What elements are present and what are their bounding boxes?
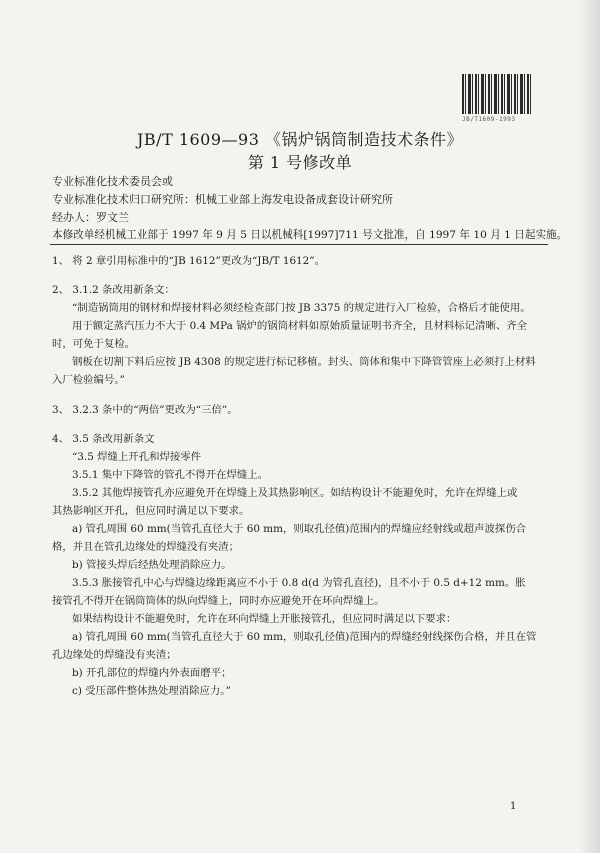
header-divider — [50, 244, 548, 245]
item-4-line: c) 受压部件整体热处理消除应力。” — [72, 685, 231, 697]
document-subtitle: 第 1 号修改单 — [247, 153, 353, 172]
item-2-line: “制造锅筒用的钢材和焊接材料必须经检查部门按 JB 3375 的规定进行入厂检验，合格后才能使用。 — [72, 302, 531, 314]
item-4-line: 格，并且在管孔边缘处的焊缝没有夹渣； — [52, 541, 240, 553]
item-4-line: b) 管接头焊后经热处理消除应力。 — [72, 559, 232, 571]
meta-handler: 经办人：罗文兰 — [52, 211, 129, 224]
item-4-line: 3.5.2 其他焊接管孔亦应避免开在焊缝上及其热影响区。如结构设计不能避免时，允许在焊缝上或 — [72, 487, 518, 499]
meta-approval: 本修改单经机械工业部于 1997 年 9 月 5 日以机械科[1997]711 号文批准，自 1997 年 10 月 1 日起实施。 — [52, 229, 568, 241]
item-4-line: 3.5.3 胀接管孔中心与焊缝边缘距离应不小于 0.8 d(d 为管孔直径)，且不小于 0.5 d+12 mm。胀 — [72, 577, 526, 589]
item-2-heading: 2、 3.1.2 条改用新条文： — [52, 284, 175, 296]
barcode-code: JB/T1609-1993 — [462, 116, 516, 123]
item-1: 1、 将 2 章引用标准中的“JB 1612”更改为“JB/T 1612”。 — [52, 255, 325, 267]
item-2-line: 钢板在切割下料后应按 JB 4308 的规定进行标记移植。封头、筒体和集中下降管管座上必须打上材料 — [72, 356, 536, 368]
item-4-line: 3.5.1 集中下降管的管孔不得开在焊缝上。 — [72, 469, 268, 481]
item-4-line: “3.5 焊缝上开孔和焊接零件 — [72, 451, 202, 463]
item-3: 3、 3.2.3 条中的“两倍”更改为“三倍”。 — [52, 404, 238, 416]
item-4-line: 如果结构设计不能避免时，允许在环向焊缝上开胀接管孔，但应同时满足以下要求： — [72, 613, 457, 625]
item-4-line: 其热影响区开孔，但应同时满足以下要求。 — [52, 505, 250, 517]
item-4-line: b) 开孔部位的焊缝内外表面磨平； — [72, 667, 232, 679]
page-number: 1 — [510, 801, 517, 812]
barcode-label — [462, 74, 532, 126]
item-2-line: 时，可免于复检。 — [52, 338, 136, 350]
barcode-image — [462, 74, 532, 114]
meta-committee: 专业标准化技术委员会或 — [52, 175, 173, 188]
item-2-line: 用于额定蒸汽压力不大于 0.4 MPa 锅炉的锅筒材料如原始质量证明书齐全，且材料标记清晰、齐全 — [72, 320, 528, 332]
item-4-line: a) 管孔周围 60 mm(当管孔直径大于 60 mm，则取孔径值)范围内的焊缝经射线探伤合格，并且在管 — [72, 631, 537, 643]
item-2-line: 入厂检验编号。” — [52, 374, 125, 386]
meta-institute: 专业标准化技术归口研究所：机械工业部上海发电设备成套设计研究所 — [52, 193, 393, 206]
document-title: JB/T 1609—93 《锅炉锅筒制造技术条件》 — [137, 130, 463, 149]
item-4-heading: 4、 3.5 条改用新条文 — [52, 433, 155, 445]
item-4-line: 接管孔不得开在锅筒筒体的纵向焊缝上，同时亦应避免开在环向焊缝上。 — [52, 595, 385, 607]
item-4-line: 孔边缘处的焊缝没有夹渣； — [52, 649, 177, 661]
item-4-line: a) 管孔周围 60 mm(当管孔直径大于 60 mm，则取孔径值)范围内的焊缝应经射线或超声波探伤合 — [72, 523, 527, 535]
